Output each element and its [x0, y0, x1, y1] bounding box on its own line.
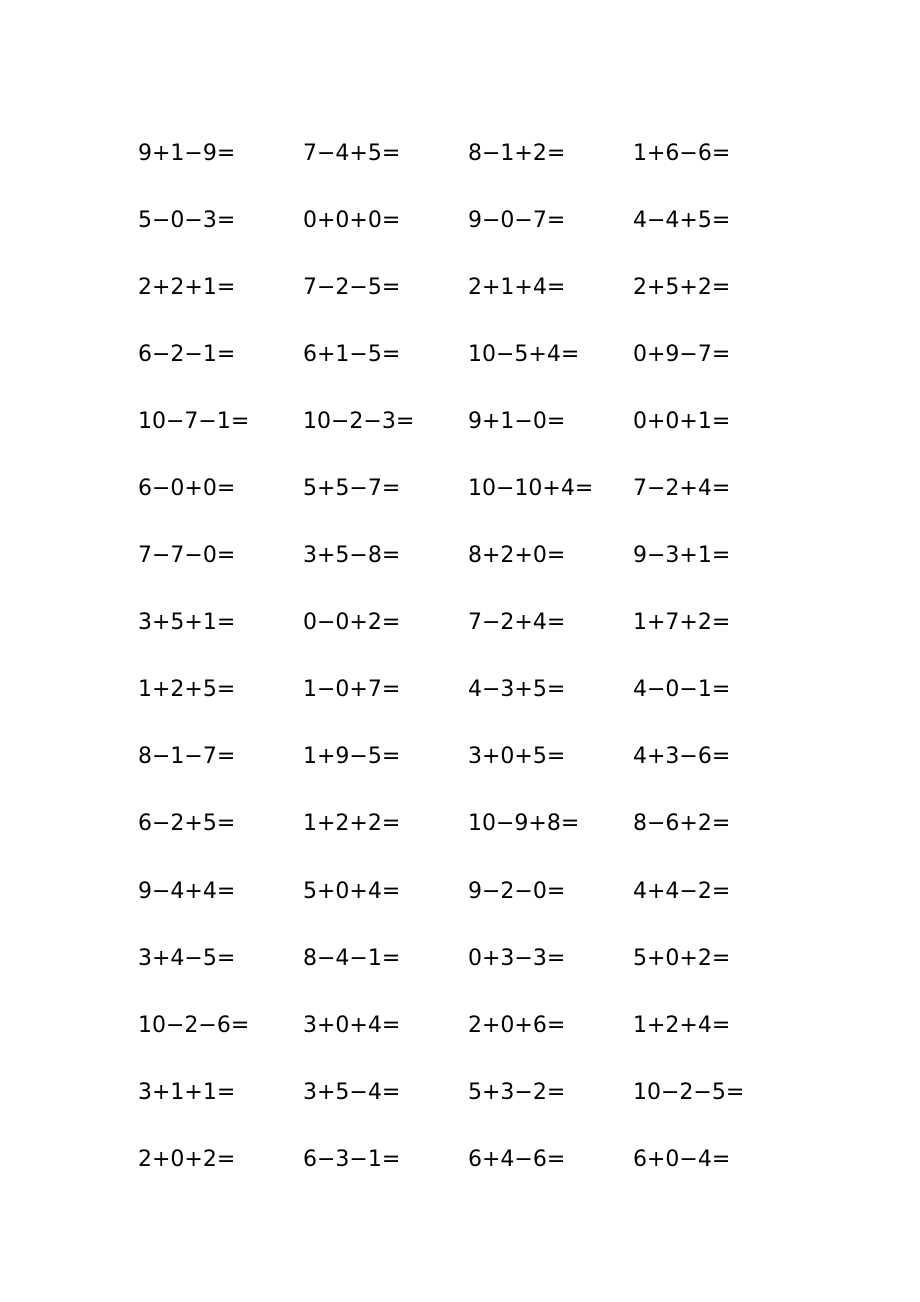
- problem-row: [138, 187, 818, 254]
- problem-row: [138, 992, 818, 1059]
- arithmetic-problem: 8+2+0=: [468, 543, 566, 569]
- arithmetic-problem: 2+2+1=: [138, 274, 236, 300]
- arithmetic-problem: 10−7−1=: [138, 408, 250, 434]
- arithmetic-problem: 6−3−1=: [303, 1146, 401, 1172]
- problem-row: [138, 321, 818, 388]
- arithmetic-worksheet: [138, 120, 818, 1194]
- arithmetic-problem: 10−2−6=: [138, 1012, 250, 1038]
- arithmetic-problem: 8−6+2=: [633, 811, 731, 837]
- problem-row: [138, 724, 818, 791]
- arithmetic-problem: 10−9+8=: [468, 811, 580, 837]
- arithmetic-problem: 3+0+5=: [468, 744, 566, 770]
- problem-row: [138, 925, 818, 992]
- arithmetic-problem: 2+1+4=: [468, 274, 566, 300]
- arithmetic-problem: 10−10+4=: [468, 476, 594, 502]
- problem-row: [138, 455, 818, 522]
- arithmetic-problem: 0+9−7=: [633, 341, 731, 367]
- arithmetic-problem: 2+0+6=: [468, 1012, 566, 1038]
- arithmetic-problem: 1+2+5=: [138, 677, 236, 703]
- arithmetic-problem: 4+3−6=: [633, 744, 731, 770]
- arithmetic-problem: 5+3−2=: [468, 1079, 566, 1105]
- arithmetic-problem: 1−0+7=: [303, 677, 401, 703]
- arithmetic-problem: 5−0−3=: [138, 207, 236, 233]
- arithmetic-problem: 7−2+4=: [468, 610, 566, 636]
- arithmetic-problem: 6−0+0=: [138, 476, 236, 502]
- arithmetic-problem: 1+7+2=: [633, 610, 731, 636]
- arithmetic-problem: 10−2−5=: [633, 1079, 745, 1105]
- arithmetic-problem: 1+6−6=: [633, 140, 731, 166]
- arithmetic-problem: 0+0+0=: [303, 207, 401, 233]
- arithmetic-problem: 8−1+2=: [468, 140, 566, 166]
- arithmetic-problem: 2+0+2=: [138, 1146, 236, 1172]
- arithmetic-problem: 6+4−6=: [468, 1146, 566, 1172]
- problem-row: [138, 120, 818, 187]
- arithmetic-problem: 5+5−7=: [303, 476, 401, 502]
- arithmetic-problem: 5+0+2=: [633, 945, 731, 971]
- arithmetic-problem: 4−0−1=: [633, 677, 731, 703]
- problem-row: [138, 523, 818, 590]
- arithmetic-problem: 9−4+4=: [138, 878, 236, 904]
- arithmetic-problem: 4+4−2=: [633, 878, 731, 904]
- arithmetic-problem: 0+3−3=: [468, 945, 566, 971]
- arithmetic-problem: 6−2+5=: [138, 811, 236, 837]
- arithmetic-problem: 3+5−8=: [303, 543, 401, 569]
- arithmetic-problem: 9+1−9=: [138, 140, 236, 166]
- arithmetic-problem: 7−4+5=: [303, 140, 401, 166]
- arithmetic-problem: 3+5+1=: [138, 610, 236, 636]
- arithmetic-problem: 8−1−7=: [138, 744, 236, 770]
- arithmetic-problem: 4−3+5=: [468, 677, 566, 703]
- arithmetic-problem: 8−4−1=: [303, 945, 401, 971]
- problem-row: [138, 791, 818, 858]
- arithmetic-problem: 1+9−5=: [303, 744, 401, 770]
- arithmetic-problem: 1+2+2=: [303, 811, 401, 837]
- arithmetic-problem: 10−5+4=: [468, 341, 580, 367]
- arithmetic-problem: 0+0+1=: [633, 408, 731, 434]
- arithmetic-problem: 3+0+4=: [303, 1012, 401, 1038]
- problem-row: [138, 590, 818, 657]
- arithmetic-problem: 7−2+4=: [633, 476, 731, 502]
- arithmetic-problem: 7−7−0=: [138, 543, 236, 569]
- problem-row: [138, 657, 818, 724]
- problem-row: [138, 388, 818, 455]
- arithmetic-problem: 6+0−4=: [633, 1146, 731, 1172]
- arithmetic-problem: 3+5−4=: [303, 1079, 401, 1105]
- problem-row: [138, 858, 818, 925]
- arithmetic-problem: 6−2−1=: [138, 341, 236, 367]
- arithmetic-problem: 9−0−7=: [468, 207, 566, 233]
- arithmetic-problem: 2+5+2=: [633, 274, 731, 300]
- arithmetic-problem: 9+1−0=: [468, 408, 566, 434]
- arithmetic-problem: 9−2−0=: [468, 878, 566, 904]
- arithmetic-problem: 7−2−5=: [303, 274, 401, 300]
- arithmetic-problem: 9−3+1=: [633, 543, 731, 569]
- problem-row: [138, 254, 818, 321]
- problem-row: [138, 1126, 818, 1193]
- arithmetic-problem: 6+1−5=: [303, 341, 401, 367]
- arithmetic-problem: 4−4+5=: [633, 207, 731, 233]
- arithmetic-problem: 10−2−3=: [303, 408, 415, 434]
- problem-row: [138, 1059, 818, 1126]
- arithmetic-problem: 3+4−5=: [138, 945, 236, 971]
- arithmetic-problem: 1+2+4=: [633, 1012, 731, 1038]
- arithmetic-problem: 0−0+2=: [303, 610, 401, 636]
- arithmetic-problem: 3+1+1=: [138, 1079, 236, 1105]
- arithmetic-problem: 5+0+4=: [303, 878, 401, 904]
